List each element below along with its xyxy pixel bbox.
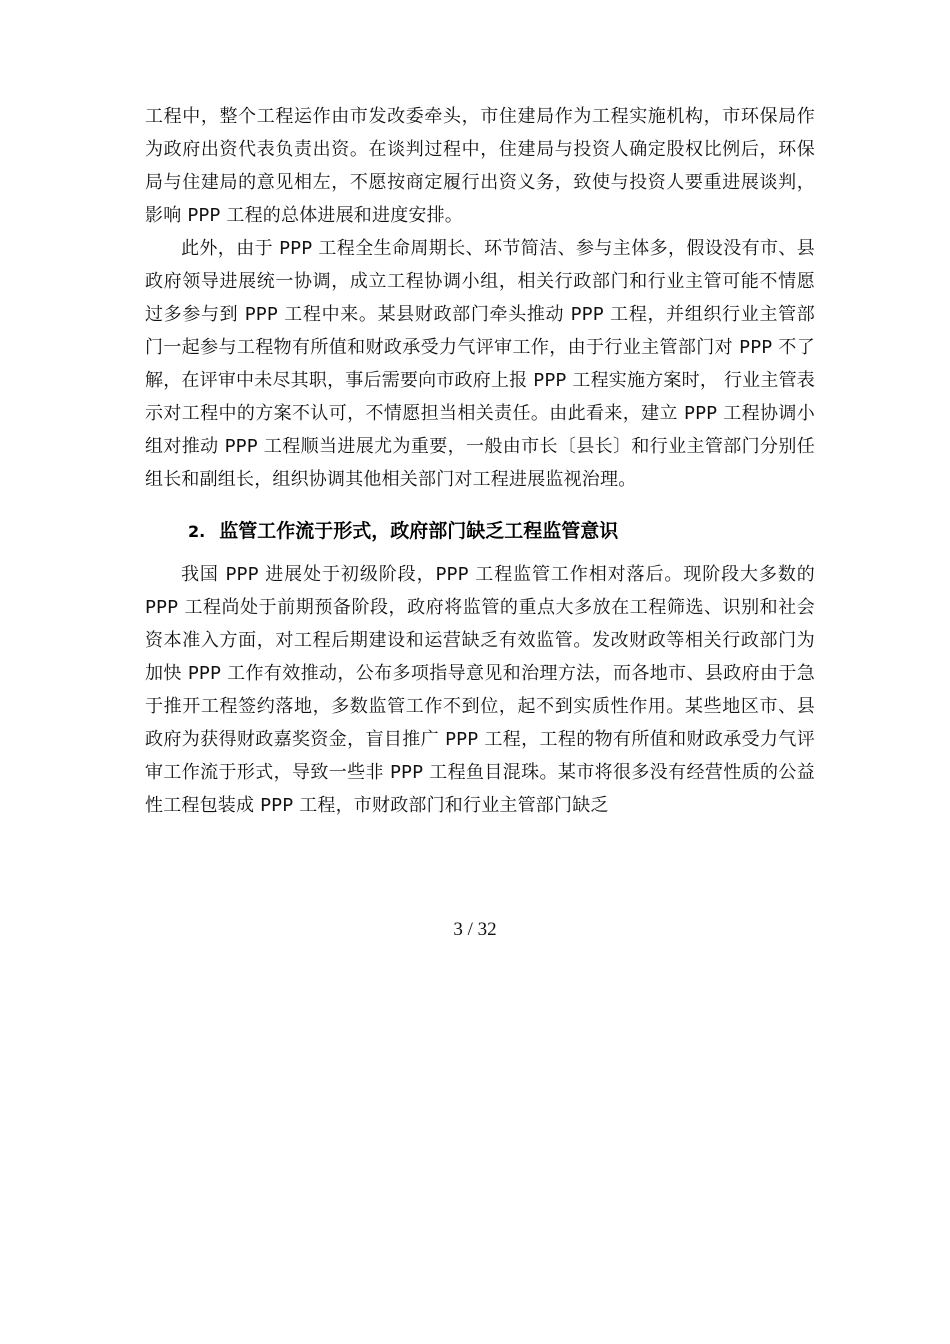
- document-body: [145, 100, 815, 822]
- page-number: 3 / 32: [453, 919, 497, 940]
- section-heading: [145, 496, 815, 558]
- body-paragraph-3: 我国 PPP 进展处于初级阶段，PPP 工程监管工作相对落后。现阶段大多数的 PPP 工程尚处于前期预备阶段，政府将监管的重点大多放在工程筛选、识别和社会资本准入方面，对工程后期建设和运营缺乏有效监管。发改财政等相关行政部门为加快 PPP 工作有效推动，公布多项指导意见和治理方法，而各地市、县政府由于急于推开工程签约落地，多数监管工作不到位，起不到实质性作用。某些地区市、县政府为获得财政嘉奖资金，盲目推广 PPP 工程，工程的物有所值和财政承受力气评审工作流于形式，导致一些非 PPP 工程鱼目混珠。某市将很多没有经营性质的公益性工程包装成 PPP 工程，市财政部门和行业主管部门缺乏: [145, 564, 815, 816]
- section-number: 2.: [188, 522, 206, 541]
- section-title: 监管工作流于形式，政府部门缺乏工程监管意识: [219, 520, 619, 542]
- body-paragraph-1: 工程中，整个工程运作由市发改委牵头，市住建局作为工程实施机构，市环保局作为政府出资代表负责出资。在谈判过程中，住建局与投资人确定股权比例后，环保局与住建局的意见相左，不愿按商定履行出资义务，致使与投资人要重进展谈判，影响 PPP 工程的总体进展和进度安排。: [145, 106, 815, 226]
- body-paragraph-2: 此外，由于 PPP 工程全生命周期长、环节简洁、参与主体多，假设没有市、县政府领导进展统一协调，成立工程协调小组，相关行政部门和行业主管可能不情愿过多参与到 PPP 工程中来。某县财政部门牵头推动 PPP 工程，并组织行业主管部门一起参与工程物有所值和财政承受力气评审工作，由于行业主管部门对 PPP 不了解，在评审中未尽其职，事后需要向市政府上报 PPP 工程实施方案时， 行业主管表示对工程中的方案不认可，不情愿担当相关责任。由此看来，建立 PPP 工程协调小组对推动 PPP 工程顺当进展尤为重要，一般由市长〔县长〕和行业主管部门分别任组长和副组长，组织协调其他相关部门对工程进展监视治理。: [145, 238, 815, 490]
